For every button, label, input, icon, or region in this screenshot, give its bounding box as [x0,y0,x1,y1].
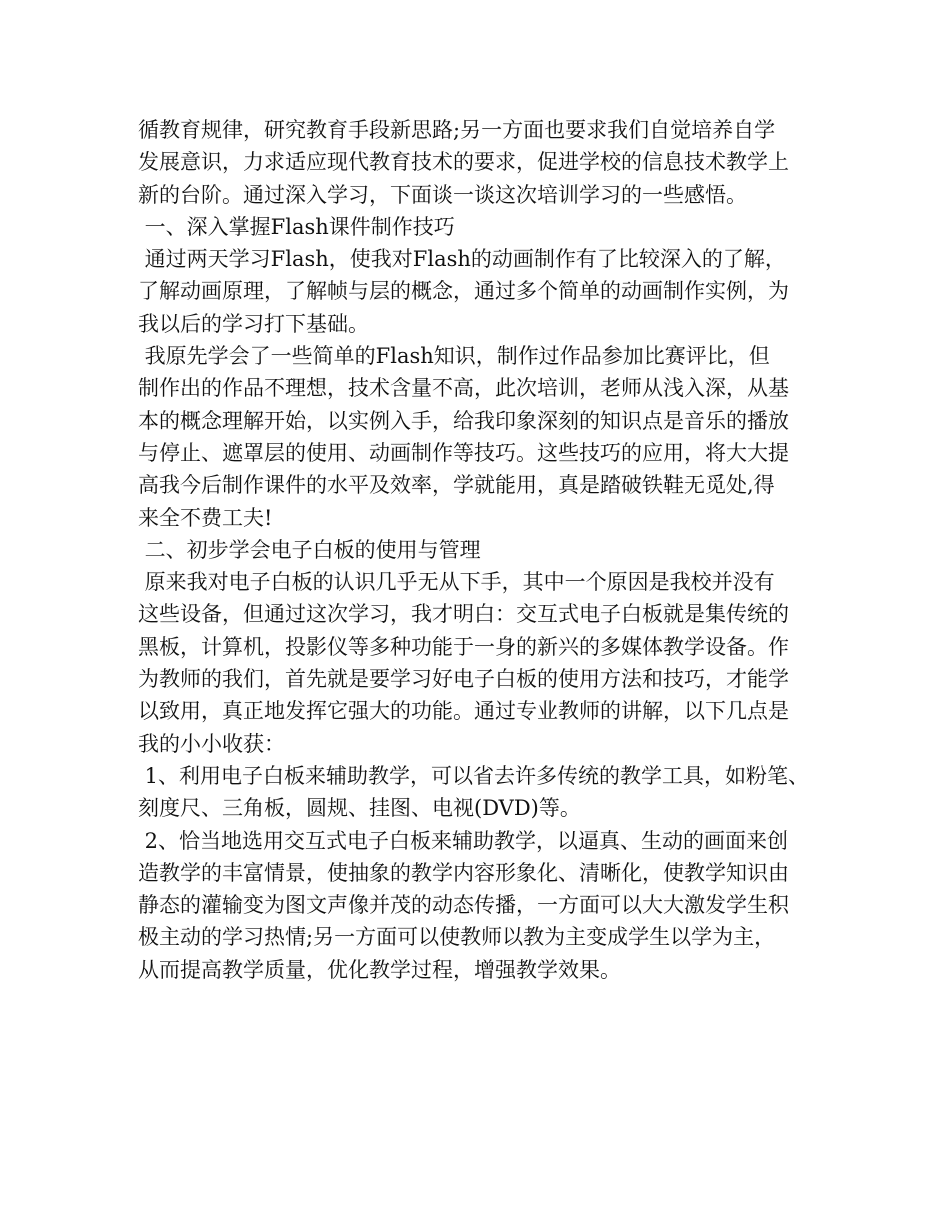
text-line: 高我今后制作课件的水平及效率，学就能用，真是踏破铁鞋无觅处,得 [138,473,775,498]
text-line: 制作出的作品不理想，技术含量不高，此次培训，老师从浅入深，从基 [138,376,789,401]
list-item-line: 1、利用电子白板来辅助教学，可以省去许多传统的教学工具，如粉笔、 [138,763,810,788]
section-heading: 一、深入掌握Flash课件制作技巧 [138,214,455,239]
text-line: 发展意识，力求适应现代教育技术的要求，促进学校的信息技术教学上 [138,150,789,175]
text-line: 刻度尺、三角板，圆规、挂图、电视(DVD)等。 [138,796,581,821]
text-line: 通过两天学习Flash，使我对Flash的动画制作有了比较深入的了解， [138,247,786,272]
text-line: 来全不费工夫! [138,505,273,530]
text-line: 原来我对电子白板的认识几乎无从下手，其中一个原因是我校并没有 [138,570,775,595]
text-line: 了解动画原理，了解帧与层的概念，通过多个简单的动画制作实例，为 [138,279,789,304]
text-line: 我的小小收获： [138,731,285,756]
section-heading: 二、初步学会电子白板的使用与管理 [138,537,481,562]
text-line: 极主动的学习热情;另一方面可以使教师以教为主变成学生以学为主， [138,925,776,950]
text-line: 为教师的我们，首先就是要学习好电子白板的使用方法和技巧，才能学 [138,667,789,692]
text-line: 静态的灌输变为图文声像并茂的动态传播，一方面可以大大激发学生积 [138,893,789,918]
text-line: 造教学的丰富情景，使抽象的教学内容形象化、清晰化，使教学知识由 [138,860,789,885]
list-item-line: 2、恰当地选用交互式电子白板来辅助教学，以逼真、生动的画面来创 [138,828,789,853]
text-line: 循教育规律，研究教育手段新思路;另一方面也要求我们自觉培养自学 [138,118,776,142]
text-line: 这些设备，但通过这次学习，我才明白：交互式电子白板就是集传统的 [138,602,789,627]
document-body [138,114,828,986]
text-line: 以致用，真正地发挥它强大的功能。通过专业教师的讲解，以下几点是 [138,699,789,724]
text-line: 我以后的学习打下基础。 [138,311,369,336]
text-line: 本的概念理解开始，以实例入手，给我印象深刻的知识点是音乐的播放 [138,408,789,433]
text-line: 黑板，计算机，投影仪等多种功能于一身的新兴的多媒体教学设备。作 [138,634,789,659]
text-line: 新的台阶。通过深入学习，下面谈一谈这次培训学习的一些感悟。 [138,182,747,207]
text-line: 从而提高教学质量，优化教学过程，增强教学效果。 [138,957,621,982]
text-line: 与停止、遮罩层的使用、动画制作等技巧。这些技巧的应用，将大大提 [138,440,789,465]
text-line: 我原先学会了一些简单的Flash知识，制作过作品参加比赛评比，但 [138,344,770,369]
